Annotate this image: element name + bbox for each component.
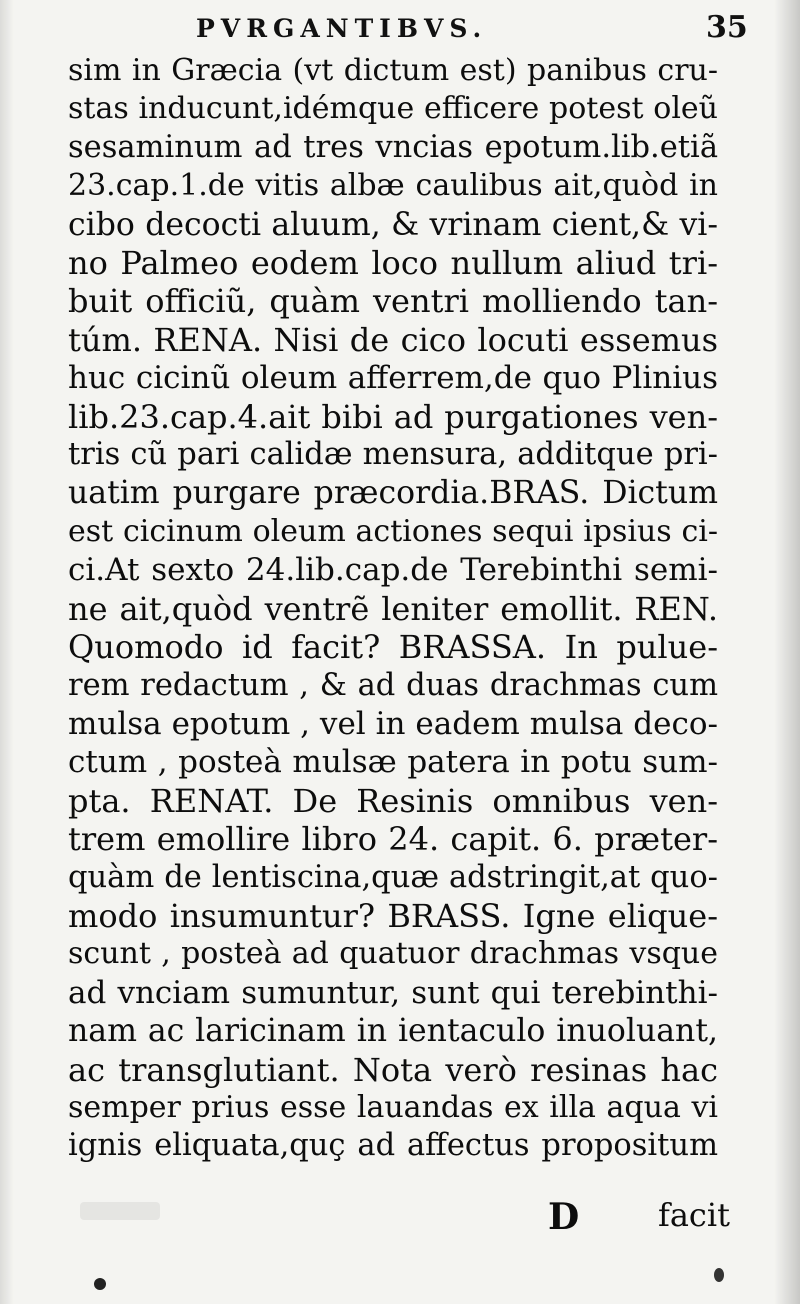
text-line: huc cicinũ oleum afferrem,de quo Plinius — [68, 360, 718, 397]
text-line: ac transglutiant. Nota verò resinas hac — [68, 1050, 718, 1089]
text-line: uatim purgare præcordia.BRAS. Dictum — [68, 475, 718, 512]
body-text — [68, 52, 718, 1166]
text-line: ci.At sexto 24.lib.cap.de Terebinthi semi- — [68, 552, 718, 589]
signature-mark: D — [548, 1196, 580, 1238]
ink-speck — [94, 1278, 106, 1290]
text-line: no Palmeo eodem loco nullum aliud tri- — [68, 244, 718, 283]
text-line: nam ac laricinam in ientaculo inuoluant, — [68, 1013, 718, 1050]
show-through-mark — [80, 1202, 160, 1220]
text-line: rem redactum , & ad duas drachmas cum — [68, 667, 718, 703]
text-line: stas inducunt,idémque efficere potest oleũ — [68, 91, 718, 127]
text-line: ad vnciam sumuntur, sunt qui terebinthi- — [68, 974, 718, 1011]
text-line: 23.cap.1.de vitis albæ caulibus ait,quòd in — [68, 168, 718, 204]
text-line: modo insumuntur? BRASS. Igne elique- — [68, 896, 718, 935]
text-line: sim in Græcia (vt dictum est) panibus cru- — [68, 53, 718, 88]
ink-speck — [714, 1268, 724, 1282]
text-line: lib.23.cap.4.ait bibi ad purgationes ven- — [68, 397, 718, 436]
text-line: ignis eliquata,quç ad affectus propositum — [68, 1128, 718, 1164]
text-line: ne ait,quòd ventrẽ leniter emollit. REN. — [68, 589, 718, 628]
text-line: scunt , posteà ad quatuor drachmas vsque — [68, 936, 718, 972]
text-line: mulsa epotum , vel in eadem mulsa deco- — [68, 705, 718, 742]
text-line: Quomodo id facit? BRASSA. In pulue- — [68, 628, 718, 667]
text-line: túm. RENA. Nisi de cico locuti essemus — [68, 320, 718, 359]
text-line: trem emollire libro 24. capit. 6. præter- — [68, 820, 718, 859]
text-line: ctum , posteà mulsæ patera in potu sum- — [68, 744, 718, 781]
text-line: pta. RENAT. De Resinis omnibus ven- — [68, 781, 718, 820]
text-line: buit officiũ, quàm ventri molliendo tan- — [68, 282, 718, 321]
page-edge-shadow — [774, 0, 800, 1304]
text-line: cibo decocti aluum, & vrinam cient,& vi- — [68, 206, 718, 243]
page-number: 35 — [706, 10, 748, 45]
text-line: sesaminum ad tres vncias epotum.lib.etiã — [68, 129, 718, 165]
running-head: PVRGANTIBVS. — [196, 14, 488, 43]
text-line: quàm de lentiscina,quæ adstringit,at quo- — [68, 859, 718, 895]
catchword: facit — [658, 1196, 730, 1234]
gutter-shadow — [0, 0, 14, 1304]
text-line: semper prius esse lauandas ex illa aqua vi — [68, 1089, 718, 1125]
text-line: est cicinum oleum actiones sequi ipsius ci- — [68, 513, 718, 549]
text-line: tris cũ pari calidæ mensura, additque pri- — [68, 437, 718, 473]
